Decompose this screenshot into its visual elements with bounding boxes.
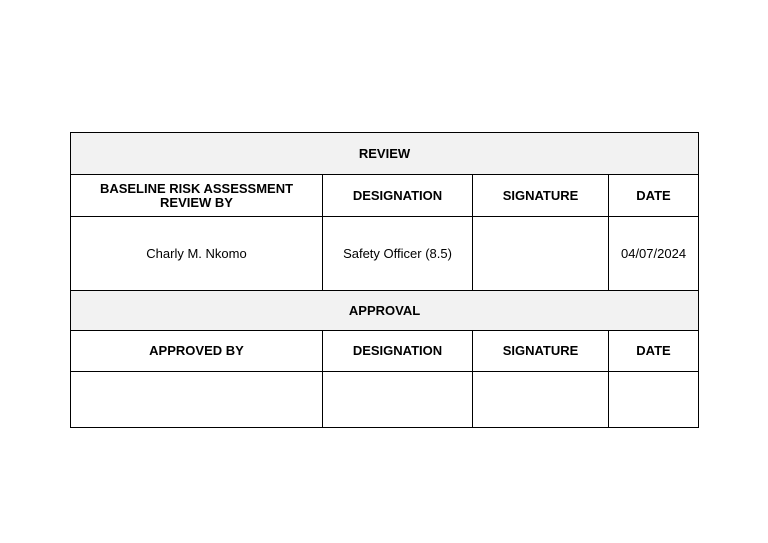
approval-header-approved-by: APPROVED BY xyxy=(71,331,323,372)
review-header-reviewed-by: BASELINE RISK ASSESSMENT REVIEW BY xyxy=(71,175,323,217)
approval-column-headers xyxy=(71,331,699,372)
approval-row xyxy=(71,372,699,428)
review-row xyxy=(71,217,699,291)
approval-header-designation: DESIGNATION xyxy=(323,331,473,372)
approval-header-signature: SIGNATURE xyxy=(473,331,609,372)
approval-header-date: DATE xyxy=(609,331,699,372)
approval-section-header xyxy=(71,291,699,331)
review-section-header xyxy=(71,133,699,175)
review-column-headers xyxy=(71,175,699,217)
review-name-cell: Charly M. Nkomo xyxy=(71,217,323,291)
approval-signature-cell[interactable] xyxy=(473,372,609,428)
review-header-designation: DESIGNATION xyxy=(323,175,473,217)
review-designation-cell: Safety Officer (8.5) xyxy=(323,217,473,291)
review-header-signature: SIGNATURE xyxy=(473,175,609,217)
review-header-date: DATE xyxy=(609,175,699,217)
signoff-table xyxy=(70,132,699,428)
approval-date-cell[interactable] xyxy=(609,372,699,428)
approval-title: APPROVAL xyxy=(71,291,699,331)
approval-designation-cell[interactable] xyxy=(323,372,473,428)
review-title: REVIEW xyxy=(71,133,699,175)
review-signature-cell[interactable] xyxy=(473,217,609,291)
review-date-cell: 04/07/2024 xyxy=(609,217,699,291)
approval-name-cell[interactable] xyxy=(71,372,323,428)
